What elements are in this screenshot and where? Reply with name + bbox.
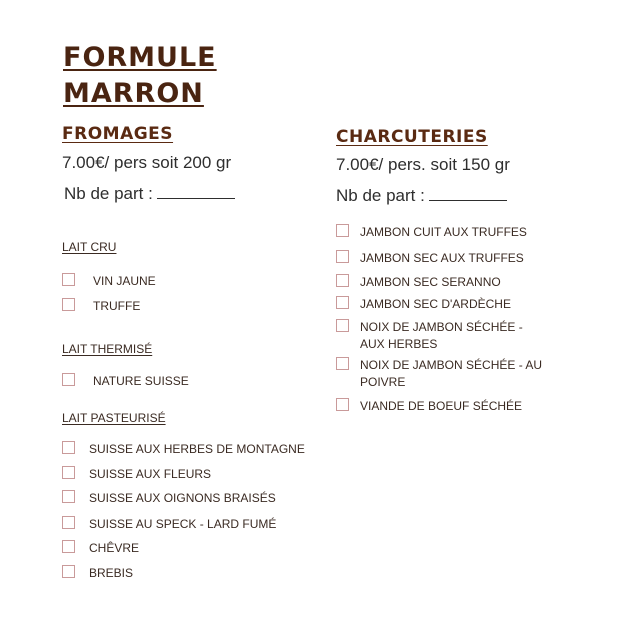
group-heading-lait-cru: LAIT CRU	[62, 240, 117, 254]
item-label: NOIX DE JAMBON SÉCHÉE - AU POIVRE	[360, 358, 543, 389]
item-label: JAMBON SEC SERANNO	[360, 275, 501, 289]
item-checkbox[interactable]	[336, 398, 349, 411]
item-label: JAMBON SEC AUX TRUFFES	[360, 251, 524, 265]
title-line-1: FORMULE	[63, 42, 217, 73]
item-label: SUISSE AUX FLEURS	[89, 467, 212, 481]
item-checkbox[interactable]	[62, 441, 75, 454]
item-label: SUISSE AUX HERBES DE MONTAGNE	[89, 442, 305, 456]
list-item[interactable]	[62, 540, 139, 557]
item-label: CHÊVRE	[89, 541, 140, 555]
group-heading-lait-thermise: LAIT THERMISÉ	[62, 342, 153, 356]
item-label: JAMBON SEC D'ARDÈCHE	[360, 297, 511, 311]
item-checkbox[interactable]	[62, 516, 75, 529]
list-item[interactable]	[336, 250, 524, 267]
item-label: SUISSE AU SPECK - LARD FUMÉ	[89, 517, 277, 531]
list-item[interactable]	[336, 296, 511, 313]
item-checkbox[interactable]	[336, 319, 349, 332]
group-heading-lait-pasteurise: LAIT PASTEURISÉ	[62, 411, 166, 425]
item-checkbox[interactable]	[336, 274, 349, 287]
item-checkbox[interactable]	[62, 540, 75, 553]
item-label: VIN JAUNE	[93, 274, 156, 288]
item-checkbox[interactable]	[336, 250, 349, 263]
item-checkbox[interactable]	[62, 466, 75, 479]
fromages-price: 7.00€/ pers soit 200 gr	[62, 153, 232, 172]
item-label: NATURE SUISSE	[93, 374, 189, 388]
list-item[interactable]	[62, 441, 305, 458]
item-label: JAMBON CUIT AUX TRUFFES	[360, 225, 527, 239]
item-label: SUISSE AUX OIGNONS BRAISÉS	[89, 491, 276, 505]
list-item[interactable]	[336, 224, 527, 241]
item-label: TRUFFE	[93, 299, 141, 313]
list-item[interactable]	[62, 516, 276, 533]
list-item[interactable]	[62, 273, 156, 290]
list-item[interactable]	[336, 319, 545, 353]
page-title	[63, 40, 217, 112]
list-item[interactable]	[62, 298, 140, 315]
list-item[interactable]	[62, 565, 133, 582]
item-checkbox[interactable]	[62, 490, 75, 503]
item-checkbox[interactable]	[62, 373, 75, 386]
item-label: BREBIS	[89, 566, 134, 580]
charcuteries-parts-input[interactable]	[429, 186, 507, 201]
list-item[interactable]	[336, 357, 545, 391]
item-label: VIANDE DE BOEUF SÉCHÉE	[360, 399, 523, 413]
charcuteries-heading: CHARCUTERIES	[336, 127, 488, 147]
item-checkbox[interactable]	[336, 357, 349, 370]
fromages-parts-field	[64, 184, 235, 204]
list-item[interactable]	[62, 490, 276, 507]
charcuteries-price: 7.00€/ pers. soit 150 gr	[336, 155, 510, 174]
fromages-parts-input[interactable]	[157, 184, 235, 199]
list-item[interactable]	[336, 398, 522, 415]
charcuteries-parts-label: Nb de part :	[336, 186, 425, 205]
list-item[interactable]	[336, 274, 501, 291]
item-checkbox[interactable]	[62, 298, 75, 311]
list-item[interactable]	[62, 373, 189, 390]
fromages-parts-label: Nb de part :	[64, 184, 153, 203]
item-label: NOIX DE JAMBON SÉCHÉE - AUX HERBES	[360, 320, 523, 351]
title-line-2: MARRON	[63, 78, 204, 109]
item-checkbox[interactable]	[336, 224, 349, 237]
fromages-heading: FROMAGES	[62, 124, 174, 144]
charcuteries-parts-field	[336, 186, 507, 206]
item-checkbox[interactable]	[62, 565, 75, 578]
item-checkbox[interactable]	[62, 273, 75, 286]
item-checkbox[interactable]	[336, 296, 349, 309]
list-item[interactable]	[62, 466, 211, 483]
